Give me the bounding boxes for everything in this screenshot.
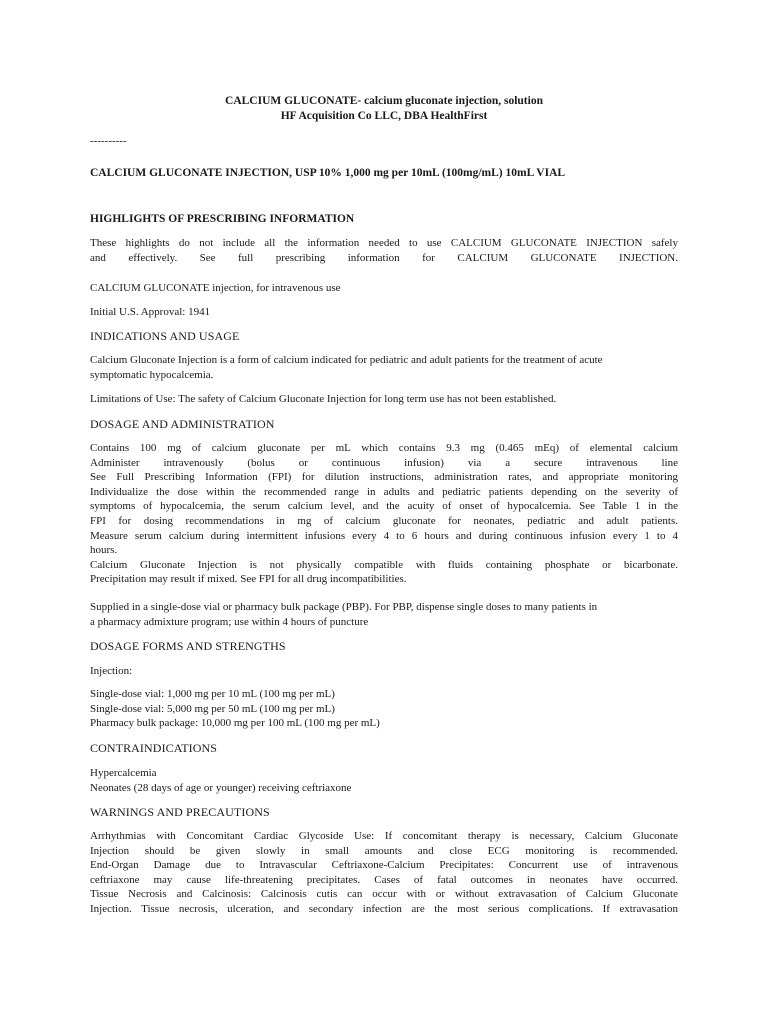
warnings-line: ceftriaxone may cause life-threatening precipitates. Cases of fatal outcomes in neonates have occurred. (90, 873, 678, 886)
list-item: Hypercalcemia (90, 767, 157, 779)
indications-text (90, 353, 678, 382)
limitations-of-use: Limitations of Use: The safety of Calcium Gluconate Injection for long term use has not been established. (90, 393, 557, 405)
dosage-line: Administer intravenously (bolus or continuous infusion) via a secure intravenous line (90, 456, 678, 469)
forms-injection-label: Injection: (90, 665, 133, 677)
indications-heading: INDICATIONS AND USAGE (90, 329, 240, 343)
highlights-intro-line: These highlights do not include all the information needed to use CALCIUM GLUCONATE INJECTION safely (90, 237, 678, 249)
forms-list (90, 687, 678, 731)
warnings-text (90, 829, 678, 917)
drug-description: CALCIUM GLUCONATE injection, for intravenous use (90, 282, 341, 294)
dosage-heading: DOSAGE AND ADMINISTRATION (90, 417, 275, 431)
dosage-line: Contains 100 mg of calcium gluconate per mL which contains 9.3 mg (0.465 mEq) of elemental calcium (90, 442, 678, 454)
dosage-text (90, 441, 678, 587)
contraindications-heading: CONTRAINDICATIONS (90, 741, 218, 755)
supplied-line: Supplied in a single-dose vial or pharmacy bulk package (PBP). For PBP, dispense single doses to many patients in (90, 601, 598, 613)
warnings-line: Injection should be given slowly in small amounts and close ECG monitoring is recommended. (90, 844, 678, 857)
dosage-line: Precipitation may result if mixed. See FPI for all drug incompatibilities. (90, 573, 407, 586)
supplied-line: a pharmacy admixture program; use within 4 hours of puncture (90, 615, 369, 628)
indications-line: Calcium Gluconate Injection is a form of calcium indicated for pediatric and adult patients for the treatment of acute (90, 354, 603, 366)
warnings-line: Tissue Necrosis and Calcinosis: Calcinosis cutis can occur with or without extravasation of Calcium Gluconate (90, 888, 678, 901)
list-item: Single-dose vial: 1,000 mg per 10 mL (100 mg per mL) (90, 688, 335, 700)
forms-heading: DOSAGE FORMS AND STRENGTHS (90, 639, 286, 653)
contraindications-list (90, 766, 678, 795)
list-item: Neonates (28 days of age or younger) receiving ceftriaxone (90, 781, 352, 794)
initial-approval: Initial U.S. Approval: 1941 (90, 306, 211, 318)
dosage-line: Calcium Gluconate Injection is not physically compatible with fluids containing phosphate or bicarbonate. (90, 558, 678, 571)
dosage-line: Individualize the dose within the recommended range in adults and pediatric patients depending on the severity of (90, 485, 678, 498)
document-title: CALCIUM GLUCONATE- calcium gluconate injection, solution (225, 95, 543, 107)
warnings-line: Injection. Tissue necrosis, ulceration, and secondary infection are the most serious complications. If extravasation (90, 902, 678, 915)
dosage-line: See Full Prescribing Information (FPI) for dilution instructions, administration rates, and appropriate monitoring (90, 471, 678, 484)
list-item: Pharmacy bulk package: 10,000 mg per 100 mL (100 mg per mL) (90, 717, 380, 730)
list-item: Single-dose vial: 5,000 mg per 50 mL (100 mg per mL) (90, 702, 335, 715)
warnings-heading: WARNINGS AND PRECAUTIONS (90, 805, 270, 819)
highlights-intro (90, 236, 678, 265)
dosage-line: symptoms of hypocalcemia, the serum calcium level, and the acuity of onset of hypocalcemia. See Table 1 in the (90, 500, 678, 513)
highlights-intro-line: and effectively. See full prescribing information for CALCIUM GLUCONATE INJECTION. (90, 251, 678, 264)
separator-line: ---------- (90, 135, 127, 147)
indications-line: symptomatic hypocalcemia. (90, 368, 214, 381)
dosage-line: Measure serum calcium during intermittent infusions every 4 to 6 hours and during continuous infusion every 1 to 4 (90, 529, 678, 542)
dosage-line: hours. (90, 544, 118, 557)
document-labeler: HF Acquisition Co LLC, DBA HealthFirst (280, 110, 488, 122)
warnings-line: Arrhythmias with Concomitant Cardiac Glycoside Use: If concomitant therapy is necessary, Calcium Gluconate (90, 830, 678, 842)
product-heading: CALCIUM GLUCONATE INJECTION, USP 10% 1,000 mg per 10mL (100mg/mL) 10mL VIAL (90, 167, 566, 179)
supplied-text (90, 600, 678, 629)
highlights-heading: HIGHLIGHTS OF PRESCRIBING INFORMATION (90, 213, 355, 225)
dosage-line: FPI for dosing recommendations in mg of calcium gluconate for neonates, pediatric and adult patients. (90, 514, 678, 527)
warnings-line: End-Organ Damage due to Intravascular Ceftriaxone-Calcium Precipitates: Concurrent use of intravenous (90, 859, 678, 872)
